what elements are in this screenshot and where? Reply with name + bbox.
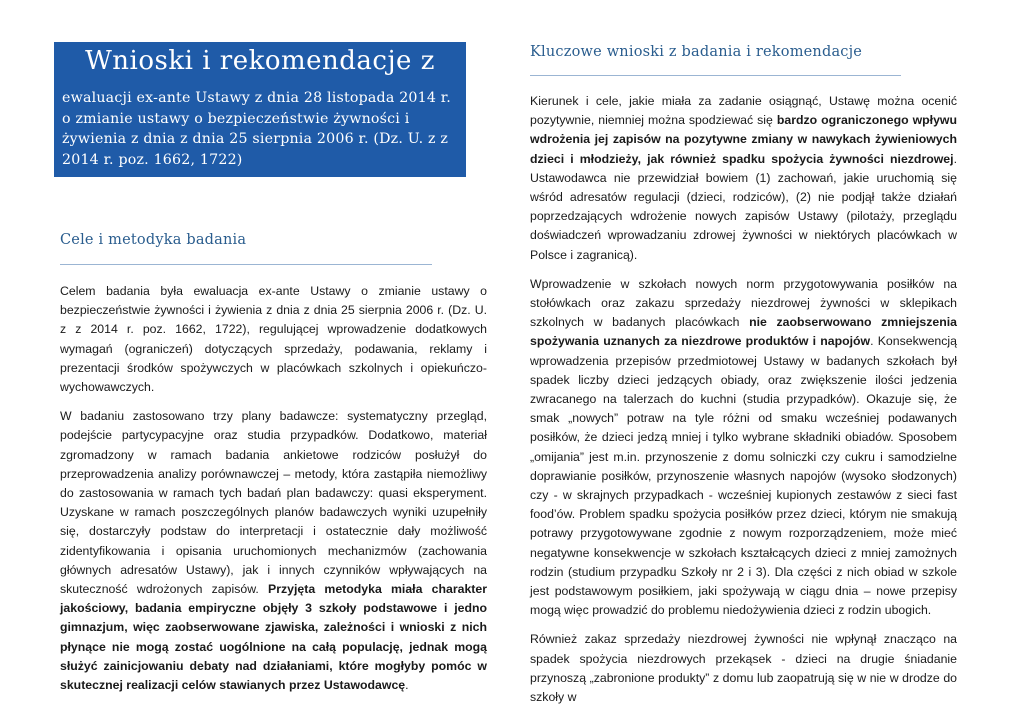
left-column-text <box>60 282 487 705</box>
title-box <box>54 42 466 177</box>
paragraph: Celem badania była ewaluacja ex-ante Ustawy o zmianie ustawy o bezpieczeństwie żywności i żywienia z dnia z dnia 25 sierpnia 2006 r. (Dz. U. z z 2014 r. poz. 1662, 1722), regulującej wprowadzenie dodatkowych wymagań (ograniczeń) dotyczących sprzedaży, podawania, reklamy i prezentacji środków spożywczych w placówkach szkolnych i opiekuńczo-wychowawczych. <box>60 284 487 395</box>
right-column-text <box>530 92 957 717</box>
document-title: Wnioski i rekomendacje z <box>85 46 435 76</box>
paragraph: W badaniu zastosowano trzy plany badawcze: systematyczny przegląd, podejście partycypacyjne oraz studia przypadków. Dodatkowo, materiał zgromadzony w ramach badania ankietowe rodziców posłużył do przeprowadzenia analizy porównawczej – metody, która zastąpiła niemożliwy do zastosowania w ramach tych badań plan badawczy: quasi eksperyment. Uzyskane w ramach poszczególnych planów badawczych wyniki uzupełniły się, dostarczyły podstaw do interpretacji i ostatecznie dały możliwość zidentyfikowania i opisania uruchomionych mechanizmów (zachowania głównych adresatów Ustawy), jak i innych czynników wpływających na skuteczność wdrożonych zapisów. Przyjęta metodyka miała charakter jakościowy, badania empiryczne objęły 3 szkoły podstawowe i jedno gimnazjum, więc zaobserwowane zjawiska, zależności i wnioski z nich płynące nie mogą zostać uogólnione na całą populację, jednak mogą służyć zainicjowaniu debaty nad działaniami, które mogłyby pomóc w skutecznej realizacji celów stawianych przez Ustawodawcę. <box>60 409 487 693</box>
paragraph: Również zakaz sprzedaży niezdrowej żywności nie wpłynął znacząco na spadek spożycia niezdrowych przekąsek - dzieci na drugie śniadanie przynoszą „zabronione produkty” z domu lub zaopatrują się w nie w drodze do szkoły w <box>530 632 957 705</box>
heading-underline <box>60 264 432 265</box>
section-heading-conclusions: Kluczowe wnioski z badania i rekomendacje <box>530 44 863 60</box>
document-subtitle: ewaluacji ex-ante Ustawy z dnia 28 listopada 2014 r. o zmianie ustawy o bezpieczeństwie żywności i żywienia z dnia z dnia 25 sierpnia 2006 r. (Dz. U. z z 2014 r. poz. 1662, 1722) <box>62 90 451 168</box>
section-heading-methodology: Cele i metodyka badania <box>60 232 247 248</box>
paragraph: Wprowadzenie w szkołach nowych norm przygotowywania posiłków na stołówkach oraz zakazu sprzedaży niezdrowej żywności w sklepikach szkolnych w badanych placówkach nie zaobserwowano zmniejszenia spożywania uznanych za niezdrowe produktów i napojów. Konsekwencją wprowadzenia przepisów przedmiotowej Ustawy w badanych szkołach był spadek liczby dzieci jedzących obiady, oraz zwiększenie ilości jedzenia zwracanego na talerzach do kuchni (studia przypadków). Okazuje się, że smak „nowych” potraw na tyle różni od smaku wcześniej podawanych posiłków, że dzieci jedzą mniej i tylko wybrane składniki obiadów. Sposobem „omijania” jest m.in. przynoszenie z domu solniczki czy cukru i samodzielne doprawianie posiłków, przynoszenie własnych napojów (wysoko słodzonych) czy - w skrajnych przypadkach - wcześniej kupionych zestawów z sieci fast food’ów. Problem spadku spożycia posiłków przez dzieci, którym nie smakują potrawy przygotowywane zgodnie z nowym rozporządzeniem, może mieć negatywne konsekwencje w szkołach kształcących dzieci z mniej zamożnych rodzin (studium przypadku Szkoły nr 2 i 3). Dla części z nich obiad w szkole jest podstawowym posiłkiem, jaki spożywają w ciągu dnia – nowe przepisy mogą więc prowadzić do problemu niedożywienia dzieci z rodzin ubogich. <box>530 276 958 618</box>
heading-underline <box>530 75 901 76</box>
paragraph: Kierunek i cele, jakie miała za zadanie osiągnąć, Ustawę można ocenić pozytywnie, niemniej można spodziewać się bardzo ograniczonego wpływu wdrożenia jej zapisów na pozytywne zmiany w nawykach żywieniowych dzieci i młodzieży, jak również spadku spożycia żywności niezdrowej. Ustawodawca nie przewidział bowiem (1) zachowań, jakie uruchomią się wśród adresatów regulacji (dzieci, rodziców), (2) nie podjął także działań poprzedzających wdrożenie nowych zapisów Ustawy (pilotaży, przeglądu doświadczeń wprowadzaniu zdrowej żywności w niektórych placówkach w Polsce i zagranicą). <box>530 94 957 262</box>
